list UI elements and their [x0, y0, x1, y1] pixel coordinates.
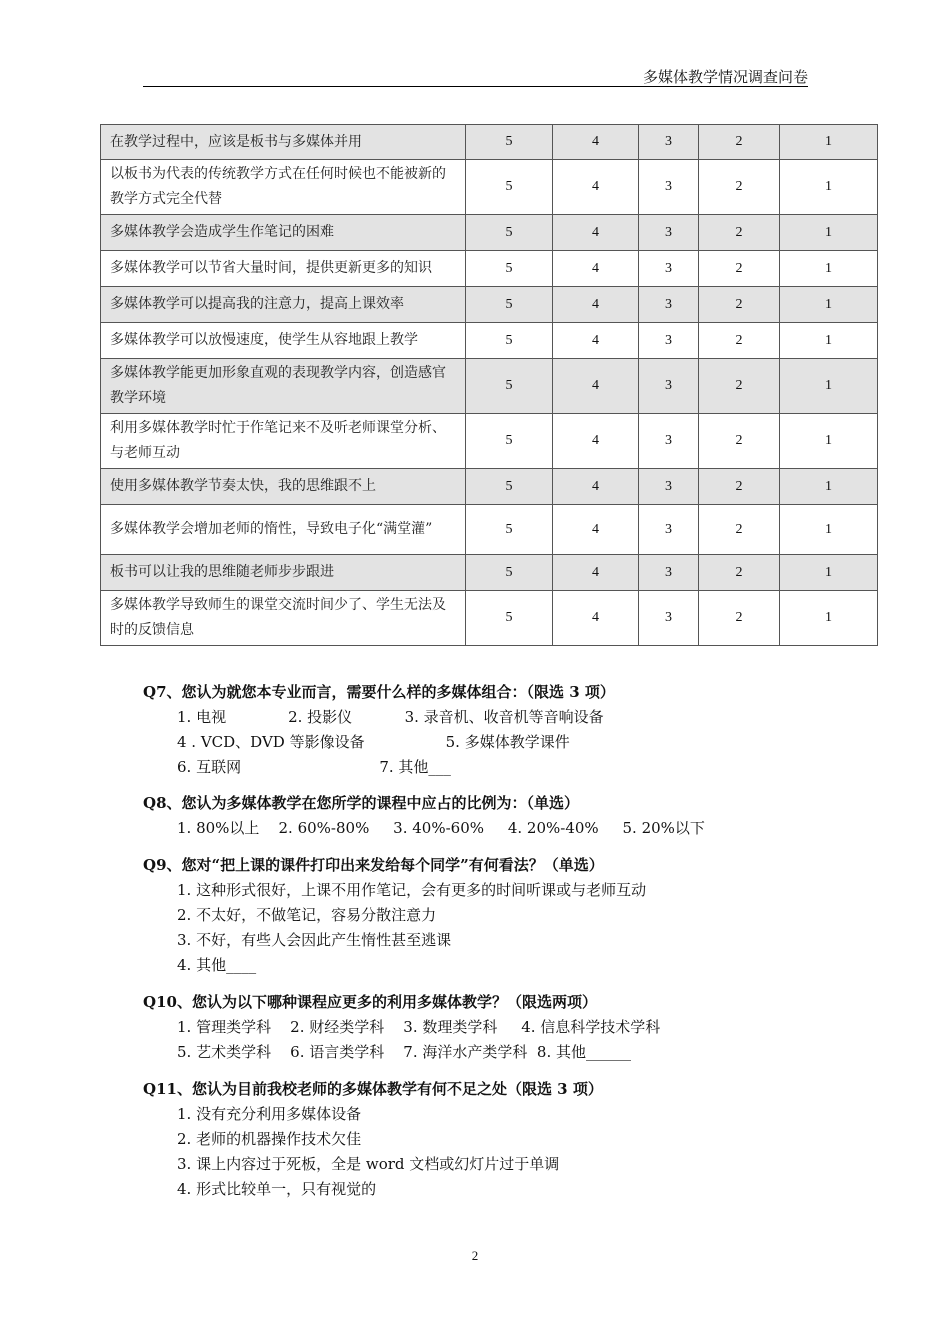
score-cell[interactable]: 5 [466, 125, 553, 160]
score-cell[interactable]: 4 [553, 591, 639, 646]
score-cell[interactable]: 4 [553, 414, 639, 469]
question-title: Q10、您认为以下哪种课程应更多的利用多媒体教学？（限选两项） [143, 993, 597, 1011]
question-q9 [143, 853, 646, 978]
score-cell[interactable]: 5 [466, 251, 553, 287]
question-q10 [143, 990, 660, 1065]
statement-cell: 在教学过程中，应该是板书与多媒体并用 [101, 125, 466, 160]
table-row [101, 323, 878, 359]
header-divider [143, 86, 808, 87]
score-cell[interactable]: 1 [780, 555, 878, 591]
score-cell[interactable]: 4 [553, 555, 639, 591]
statement-cell: 利用多媒体教学时忙于作笔记来不及听老师课堂分析、与老师互动 [101, 414, 466, 469]
question-q7 [143, 680, 615, 780]
score-cell[interactable]: 2 [699, 215, 780, 251]
question-q8 [143, 791, 705, 841]
score-cell[interactable]: 1 [780, 469, 878, 505]
option-line: 1. 管理类学科 2. 财经类学科 3. 数理类学科 4. 信息科学技术学科 [177, 1018, 661, 1036]
option-line: 1. 这种形式很好，上课不用作笔记，会有更多的时间听课或与老师互动 [177, 881, 647, 899]
score-cell[interactable]: 5 [466, 160, 553, 215]
score-cell[interactable]: 4 [553, 125, 639, 160]
score-cell[interactable]: 4 [553, 160, 639, 215]
score-cell[interactable]: 1 [780, 215, 878, 251]
page-number: 2 [471, 1248, 479, 1263]
score-cell[interactable]: 2 [699, 469, 780, 505]
score-cell[interactable]: 3 [639, 359, 699, 414]
score-cell[interactable]: 4 [553, 505, 639, 555]
score-cell[interactable]: 3 [639, 215, 699, 251]
score-cell[interactable]: 4 [553, 215, 639, 251]
score-cell[interactable]: 3 [639, 469, 699, 505]
score-cell[interactable]: 4 [553, 287, 639, 323]
score-cell[interactable]: 3 [639, 125, 699, 160]
score-cell[interactable]: 4 [553, 469, 639, 505]
score-cell[interactable]: 3 [639, 555, 699, 591]
score-cell[interactable]: 3 [639, 414, 699, 469]
score-cell[interactable]: 2 [699, 125, 780, 160]
question-q11 [143, 1077, 603, 1202]
question-title: Q7、您认为就您本专业而言，需要什么样的多媒体组合：（限选 3 项） [143, 683, 615, 701]
score-cell[interactable]: 5 [466, 591, 553, 646]
score-cell[interactable]: 4 [553, 359, 639, 414]
score-cell[interactable]: 1 [780, 125, 878, 160]
score-cell[interactable]: 3 [639, 505, 699, 555]
score-cell[interactable]: 5 [466, 359, 553, 414]
statement-cell: 多媒体教学可以提高我的注意力，提高上课效率 [101, 287, 466, 323]
option-line: 1. 80%以上 2. 60%-80% 3. 40%-60% 4. 20%-40% 5. 20%以下 [177, 819, 705, 837]
question-title: Q11、您认为目前我校老师的多媒体教学有何不足之处（限选 3 项） [143, 1080, 603, 1098]
likert-table [100, 124, 878, 646]
score-cell[interactable]: 3 [639, 160, 699, 215]
score-cell[interactable]: 5 [466, 505, 553, 555]
score-cell[interactable]: 2 [699, 505, 780, 555]
score-cell[interactable]: 2 [699, 359, 780, 414]
option-line: 5. 艺术类学科 6. 语言类学科 7. 海洋水产类学科 8. 其他______ [177, 1043, 632, 1061]
score-cell[interactable]: 3 [639, 323, 699, 359]
score-cell[interactable]: 1 [780, 160, 878, 215]
score-cell[interactable]: 5 [466, 323, 553, 359]
score-cell[interactable]: 1 [780, 591, 878, 646]
score-cell[interactable]: 5 [466, 215, 553, 251]
score-cell[interactable]: 2 [699, 591, 780, 646]
table-row [101, 555, 878, 591]
statement-cell: 多媒体教学导致师生的课堂交流时间少了、学生无法及时的反馈信息 [101, 591, 466, 646]
table-row [101, 414, 878, 469]
score-cell[interactable]: 1 [780, 414, 878, 469]
score-cell[interactable]: 3 [639, 287, 699, 323]
score-cell[interactable]: 2 [699, 414, 780, 469]
score-cell[interactable]: 5 [466, 469, 553, 505]
score-cell[interactable]: 5 [466, 414, 553, 469]
score-cell[interactable]: 1 [780, 359, 878, 414]
score-cell[interactable]: 2 [699, 555, 780, 591]
option-line: 1. 电视 2. 投影仪 3. 录音机、收音机等音响设备 [177, 708, 604, 726]
statement-cell: 多媒体教学可以放慢速度，使学生从容地跟上教学 [101, 323, 466, 359]
option-line: 1. 没有充分利用多媒体设备 [177, 1105, 362, 1123]
option-line: 4. 其他____ [177, 956, 257, 974]
table-row [101, 469, 878, 505]
option-line: 6. 互联网 7. 其他___ [177, 758, 451, 776]
option-line: 4 . VCD、DVD 等影像设备 5. 多媒体教学课件 [177, 733, 570, 751]
score-cell[interactable]: 2 [699, 251, 780, 287]
statement-cell: 以板书为代表的传统教学方式在任何时候也不能被新的教学方式完全代替 [101, 160, 466, 215]
statement-cell: 板书可以让我的思维随老师步步跟进 [101, 555, 466, 591]
table-row [101, 359, 878, 414]
score-cell[interactable]: 4 [553, 251, 639, 287]
option-line: 3. 课上内容过于死板，全是 word 文档或幻灯片过于单调 [177, 1155, 560, 1173]
table-row [101, 160, 878, 215]
statement-cell: 多媒体教学能更加形象直观的表现教学内容，创造感官教学环境 [101, 359, 466, 414]
statement-cell: 多媒体教学会增加老师的惰性，导致电子化“满堂灌” [101, 505, 466, 555]
statement-cell: 多媒体教学会造成学生作笔记的困难 [101, 215, 466, 251]
table-row [101, 505, 878, 555]
score-cell[interactable]: 5 [466, 555, 553, 591]
statement-cell: 多媒体教学可以节省大量时间，提供更新更多的知识 [101, 251, 466, 287]
score-cell[interactable]: 4 [553, 323, 639, 359]
table-row [101, 287, 878, 323]
question-title: Q8、您认为多媒体教学在您所学的课程中应占的比例为：（单选） [143, 794, 580, 812]
score-cell[interactable]: 3 [639, 591, 699, 646]
score-cell[interactable]: 3 [639, 251, 699, 287]
score-cell[interactable]: 1 [780, 251, 878, 287]
score-cell[interactable]: 2 [699, 160, 780, 215]
table-row [101, 125, 878, 160]
table-row [101, 251, 878, 287]
score-cell[interactable]: 2 [699, 287, 780, 323]
option-line: 2. 老师的机器操作技术欠佳 [177, 1130, 362, 1148]
option-line: 3. 不好，有些人会因此产生惰性甚至逃课 [177, 931, 452, 949]
score-cell[interactable]: 5 [466, 287, 553, 323]
score-cell[interactable]: 2 [699, 323, 780, 359]
score-cell[interactable]: 1 [780, 287, 878, 323]
score-cell[interactable]: 1 [780, 505, 878, 555]
question-title: Q9、您对“把上课的课件打印出来发给每个同学”有何看法？（单选） [143, 856, 604, 874]
page-header-title: 多媒体教学情况调查问卷 [642, 68, 808, 86]
statement-cell: 使用多媒体教学节奏太快，我的思维跟不上 [101, 469, 466, 505]
option-line: 4. 形式比较单一，只有视觉的 [177, 1180, 377, 1198]
option-line: 2. 不太好，不做笔记，容易分散注意力 [177, 906, 437, 924]
score-cell[interactable]: 1 [780, 323, 878, 359]
table-row [101, 215, 878, 251]
table-row [101, 591, 878, 646]
